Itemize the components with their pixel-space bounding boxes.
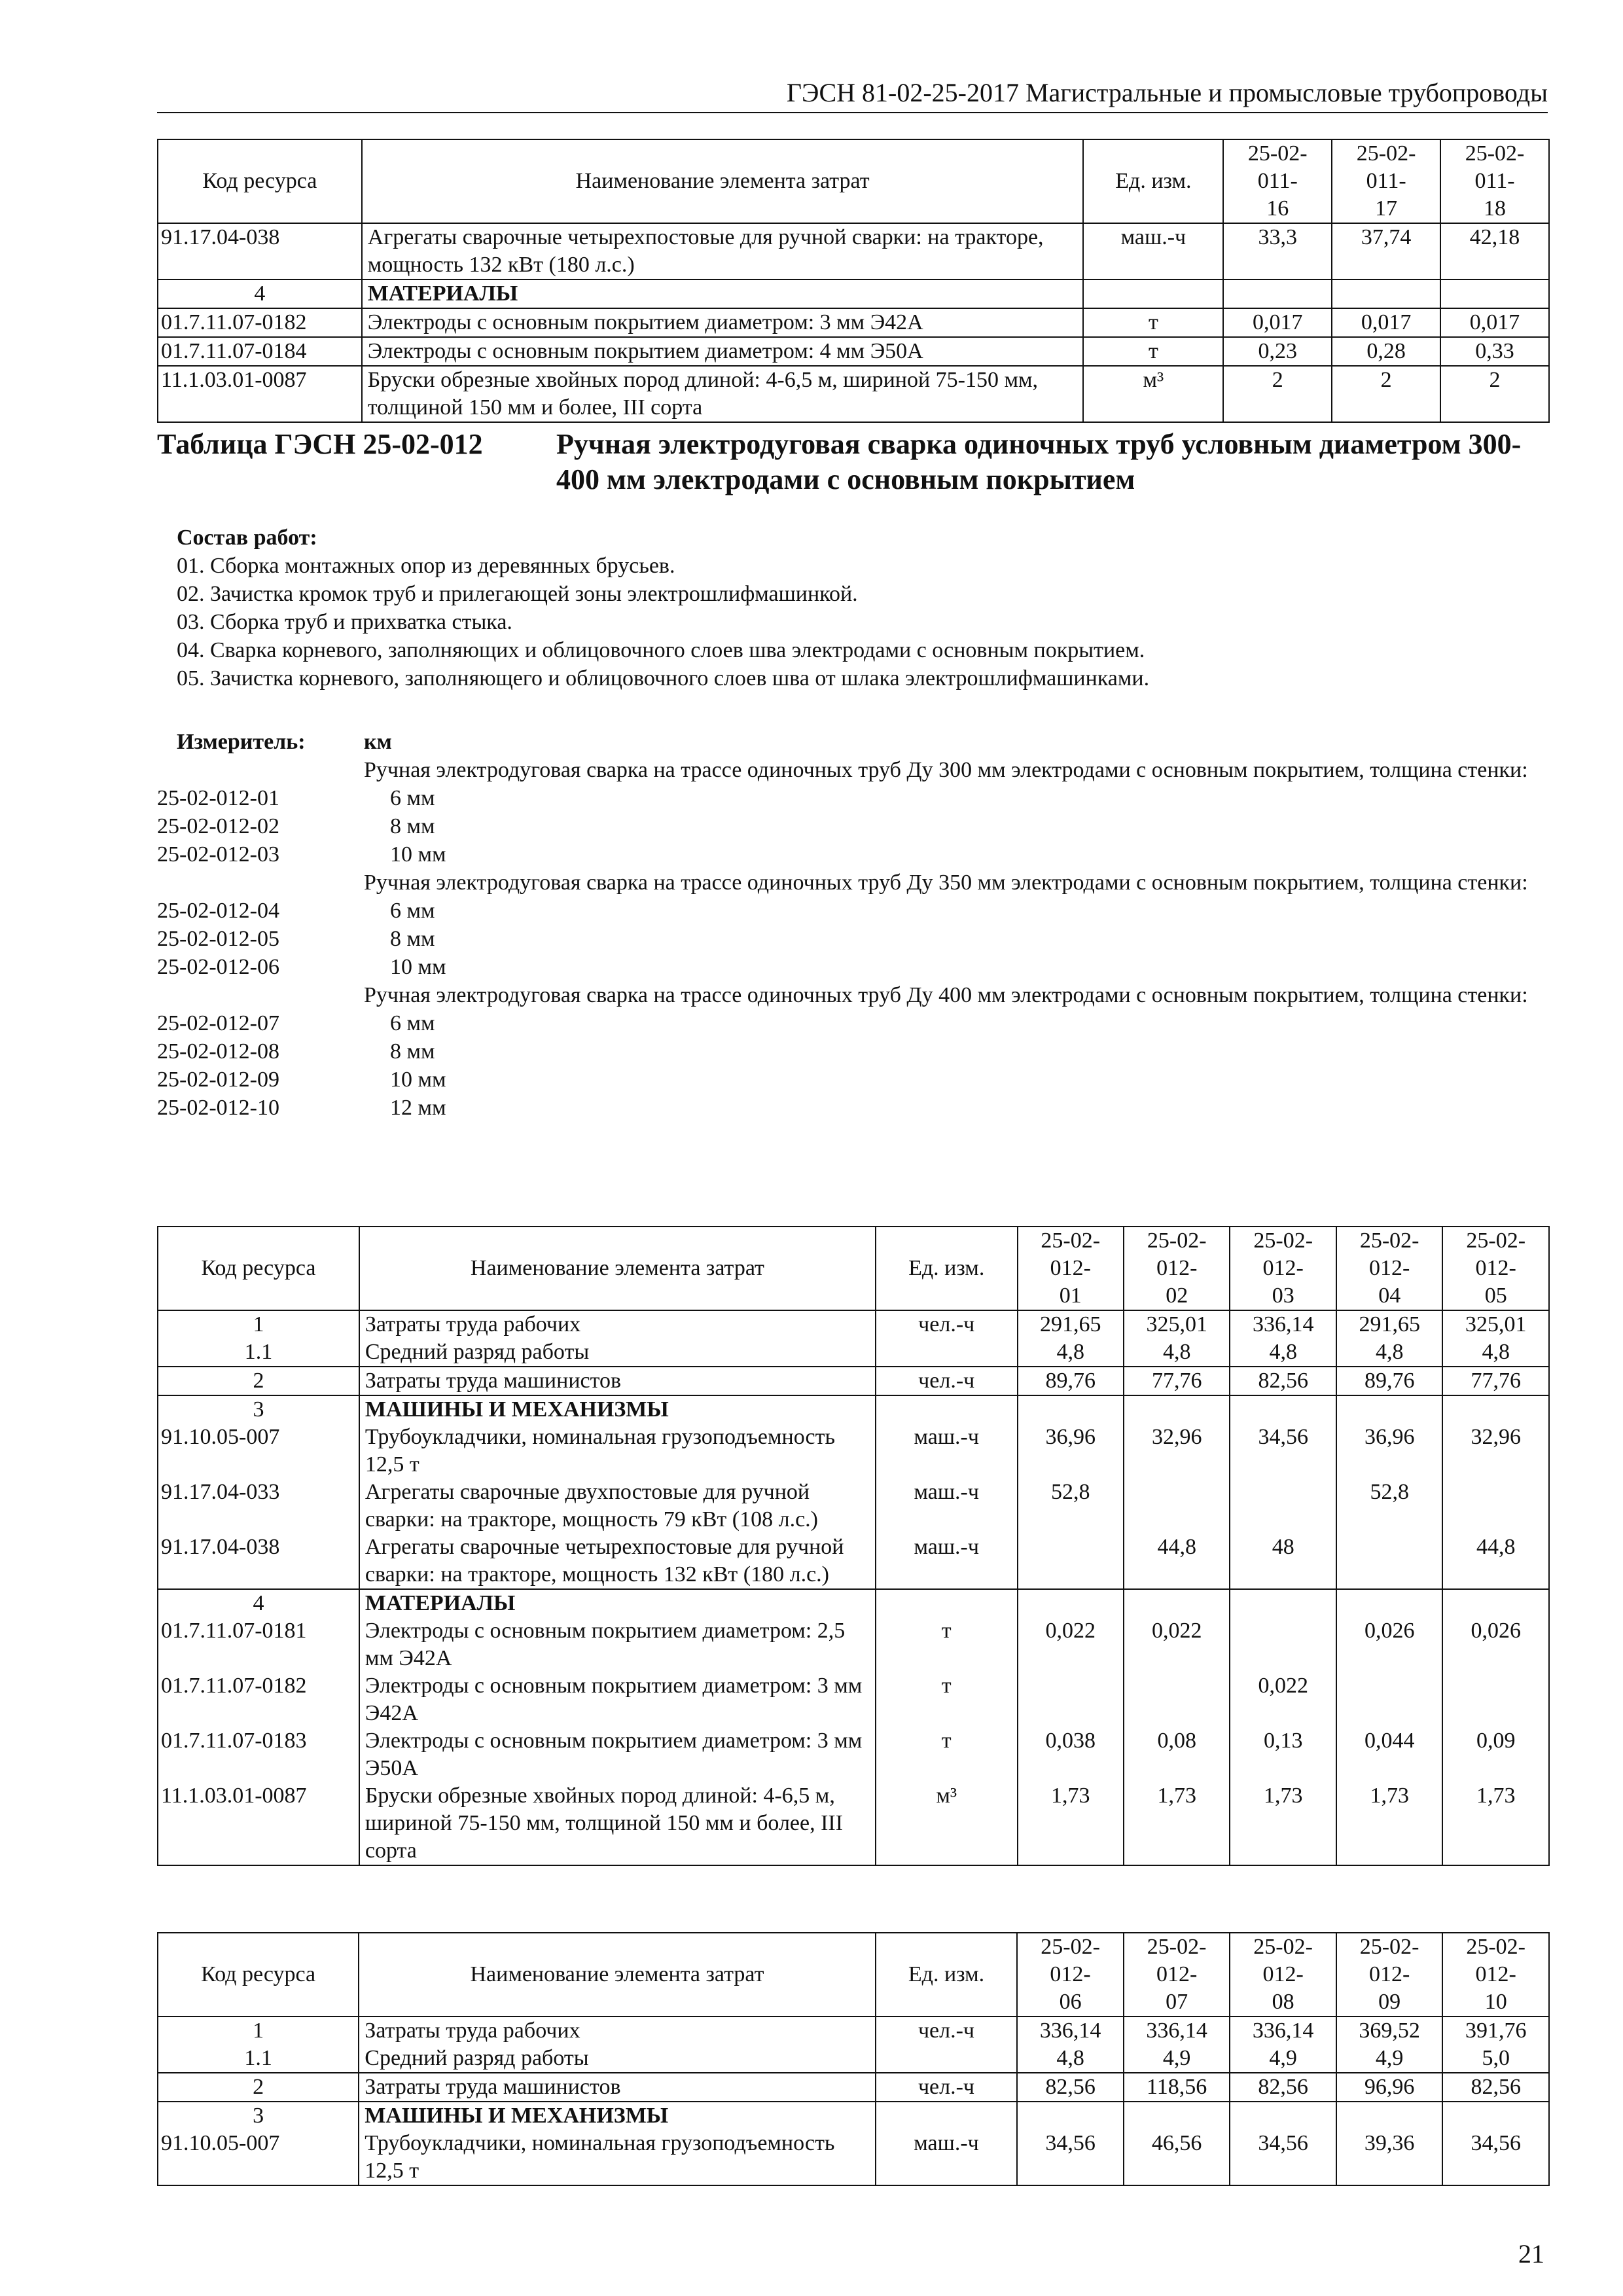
resource-value: 82,56 [1442,2073,1549,2102]
resource-value: 0,23 [1223,337,1332,366]
measure-item-code: 25-02-012-03 [157,842,279,867]
resource-value: 34,56 [1442,2130,1549,2185]
col-header-norm-part: 25-02-012- [1041,1935,1100,1986]
resource-value [1442,2102,1549,2130]
measure-unit: км [364,730,392,754]
resource-code: 91.17.04-038 [158,223,362,279]
resource-table-2 [157,1226,1550,1866]
resource-value [1018,1672,1124,1727]
resource-value: 0,33 [1440,337,1549,366]
resource-value [1440,279,1549,308]
resource-name: Трубоукладчики, номинальная грузоподъемность 12,5 т [359,1424,876,1479]
resource-name: Агрегаты сварочные четырехпостовые для ручной сварки: на тракторе, мощность 132 кВт (180 л.с.) [362,223,1084,279]
works-item: 05. Зачистка корневого, заполняющего и облицовочного слоев шва от шлака электрошлифмашинками. [177,666,1150,691]
measure-item [157,897,1551,925]
resource-value: 391,76 [1442,2017,1549,2045]
resource-value: 34,56 [1017,2130,1124,2185]
resource-value: 2 [1223,366,1332,422]
resource-code: 91.17.04-033 [158,1479,359,1534]
col-header-norm [1230,1227,1336,1310]
resource-code: 91.10.05-007 [158,1424,359,1479]
measure-groups [157,756,1551,1122]
resource-value [1442,1479,1549,1534]
resource-code: 1.1 [158,1338,359,1367]
col-header-norm-part: 09 [1378,1990,1401,2014]
resource-name: Электроды с основным покрытием диаметром: 4 мм Э50А [362,337,1084,366]
resource-unit: т [876,1727,1018,1782]
resource-value [1124,1479,1230,1534]
measure-item-code: 25-02-012-07 [157,1011,279,1035]
resource-value: 336,14 [1124,2017,1230,2045]
resource-value: 4,8 [1124,1338,1230,1367]
measure-item [157,812,1551,840]
resource-value [1336,2102,1443,2130]
resource-value: 4,9 [1336,2045,1443,2073]
resource-value [1230,1617,1336,1672]
table-header-row [158,1227,1549,1310]
table-row [158,1479,1549,1534]
resource-code: 11.1.03.01-0087 [158,366,362,422]
resource-value: 0,026 [1336,1617,1442,1672]
col-header-norm-part: 25-02-012- [1466,1229,1526,1280]
works-item: 03. Сборка труб и прихватка стыка. [177,610,512,634]
resource-code: 01.7.11.07-0181 [158,1617,359,1672]
resource-name: Агрегаты сварочные двухпостовые для ручной сварки: на тракторе, мощность 79 кВт (108 л.с.) [359,1479,876,1534]
resource-value: 52,8 [1018,1479,1124,1534]
col-header-norm-part: 18 [1484,196,1507,221]
resource-unit: чел.-ч [876,1367,1018,1395]
table-row [158,1617,1549,1672]
resource-value [1336,1395,1442,1424]
resource-code: 4 [158,279,362,308]
table-row [158,308,1549,337]
col-header-norm-part: 01 [1059,1283,1082,1308]
resource-table-3 [157,1932,1550,2186]
resource-value [1018,1534,1124,1589]
resource-value: 0,08 [1124,1727,1230,1782]
col-header-norm-part: 07 [1166,1990,1188,2014]
col-header-norm [1223,139,1332,223]
resource-name: Электроды с основным покрытием диаметром: 3 мм Э42А [359,1672,876,1727]
resource-value: 48 [1230,1534,1336,1589]
resource-name: Электроды с основным покрытием диаметром: 3 мм Э50А [359,1727,876,1782]
measure-group-desc: Ручная электродуговая сварка на трассе одиночных труб Ду 350 мм электродами с основным покрытием, толщина стенки: [364,870,1528,895]
resource-value: 336,14 [1230,1310,1336,1338]
resource-code: 1 [158,2017,359,2045]
measure-item-value: 8 мм [390,1039,435,1064]
resource-value: 32,96 [1124,1424,1230,1479]
table-row [158,1534,1549,1589]
resource-name: Средний разряд работы [359,2045,875,2073]
measure-item-code: 25-02-012-05 [157,927,279,951]
measure-item [157,1066,1551,1094]
resource-unit: т [1083,337,1223,366]
measure-item [157,1009,1551,1037]
col-header-norm-part: 05 [1484,1283,1507,1308]
resource-name [359,1589,876,1617]
measure-item [157,925,1551,953]
resource-value: 1,73 [1018,1782,1124,1865]
resource-unit: чел.-ч [876,2017,1018,2045]
table-row [158,1395,1549,1424]
resource-value: 1,73 [1336,1782,1442,1865]
measure-item-value: 6 мм [390,786,435,810]
resource-value: 44,8 [1124,1534,1230,1589]
resource-value [1230,1395,1336,1424]
resource-unit [876,2102,1018,2130]
resource-value: 89,76 [1018,1367,1124,1395]
col-header-code: Код ресурса [158,1933,359,2017]
col-header-code: Код ресурса [158,139,362,223]
resource-value: 336,14 [1230,2017,1336,2045]
resource-value: 82,56 [1230,2073,1336,2102]
resource-unit [876,1395,1018,1424]
resource-value: 77,76 [1442,1367,1549,1395]
resource-value [1124,1589,1230,1617]
resource-unit: маш.-ч [876,1479,1018,1534]
resource-value: 4,9 [1230,2045,1336,2073]
resource-value [1336,1534,1442,1589]
resource-unit: м³ [1083,366,1223,422]
measure-item-value: 6 мм [390,899,435,923]
resource-value: 89,76 [1336,1367,1442,1395]
table-row [158,1727,1549,1782]
measure-item-code: 25-02-012-10 [157,1096,279,1120]
resource-value: 77,76 [1124,1367,1230,1395]
resource-unit: м³ [876,1782,1018,1865]
resource-value [1442,1589,1549,1617]
col-header-norm-part: 25-02-011- [1356,141,1416,193]
measure-item-code: 25-02-012-02 [157,814,279,838]
col-header-norm-part: 08 [1272,1990,1294,2014]
resource-value: 4,8 [1017,2045,1124,2073]
resource-name: Затраты труда рабочих [359,2017,875,2045]
resource-name: Средний разряд работы [359,1338,876,1367]
resource-name: Затраты труда машинистов [359,2073,875,2102]
col-header-norm-part: 25-02-012- [1359,1229,1419,1280]
col-header-norm [1332,139,1440,223]
table-row [158,223,1549,279]
table-row [158,1367,1549,1395]
table-row [158,1424,1549,1479]
resource-unit: т [876,1617,1018,1672]
table-row [158,2073,1549,2102]
resource-value: 4,8 [1230,1338,1336,1367]
resource-name: Затраты труда машинистов [359,1367,876,1395]
table-row [158,366,1549,422]
resource-name [362,279,1084,308]
measure-item-value: 6 мм [390,1011,435,1035]
measure-group-desc: Ручная электродуговая сварка на трассе одиночных труб Ду 300 мм электродами с основным покрытием, толщина стенки: [364,758,1528,782]
table-row [158,1782,1549,1865]
col-header-norm-part: 10 [1484,1990,1507,2014]
works-item: 01. Сборка монтажных опор из деревянных брусьев. [177,554,675,578]
works-title: Состав работ: [177,526,317,550]
resource-name: Бруски обрезные хвойных пород длиной: 4-6,5 м, шириной 75-150 мм, толщиной 150 мм и более, III сорта [359,1782,876,1865]
col-header-norm-part: 02 [1166,1283,1188,1308]
resource-unit: т [876,1672,1018,1727]
measure-item-code: 25-02-012-09 [157,1067,279,1092]
resource-value: 36,96 [1336,1424,1442,1479]
resource-unit: т [1083,308,1223,337]
resource-value: 0,044 [1336,1727,1442,1782]
table-title: Ручная электродуговая сварка одиночных труб условным диаметром 300-400 мм электродами с основным покрытием [556,428,1522,495]
resource-value: 82,56 [1017,2073,1124,2102]
col-header-norm [1018,1227,1124,1310]
resource-unit: чел.-ч [876,2073,1018,2102]
measure-item-code: 25-02-012-04 [157,899,279,923]
resource-value: 36,96 [1018,1424,1124,1479]
resource-value [1442,1395,1549,1424]
col-header-norm-part: 25-02-012- [1147,1935,1207,1986]
table-row [158,337,1549,366]
resource-code: 11.1.03.01-0087 [158,1782,359,1865]
resource-value: 369,52 [1336,2017,1443,2045]
resource-value: 0,28 [1332,337,1440,366]
resource-value: 34,56 [1230,1424,1336,1479]
resource-code: 2 [158,2073,359,2102]
col-header-norm-part: 25-02-011- [1247,141,1308,193]
col-header-norm-part: 25-02-012- [1253,1229,1313,1280]
col-header-norm [1124,1933,1230,2017]
works-item: 02. Зачистка кромок труб и прилегающей зоны электрошлифмашинкой. [177,582,858,606]
resource-value [1223,279,1332,308]
table-row [158,1338,1549,1367]
page-header: ГЭСН 81-02-25-2017 Магистральные и промысловые трубопроводы [157,77,1548,113]
resource-value: 37,74 [1332,223,1440,279]
resource-value [1336,1589,1442,1617]
col-header-norm-part: 25-02-012- [1041,1229,1101,1280]
works-item: 04. Сварка корневого, заполняющих и облицовочного слоев шва электродами с основным покрытием. [177,638,1145,662]
measure-item [157,840,1551,869]
measure-item-value: 8 мм [390,814,435,838]
resource-value: 4,9 [1124,2045,1230,2073]
resource-code: 01.7.11.07-0184 [158,337,362,366]
col-header-unit: Ед. изм. [1083,139,1223,223]
resource-name: Электроды с основным покрытием диаметром: 3 мм Э42А [362,308,1084,337]
resource-value: 46,56 [1124,2130,1230,2185]
resource-unit: маш.-ч [876,2130,1018,2185]
col-header-name: Наименование элемента затрат [362,139,1084,223]
resource-unit [1083,279,1223,308]
col-header-norm [1124,1227,1230,1310]
resource-code: 4 [158,1589,359,1617]
section-heading: МАТЕРИАЛЫ [367,281,518,306]
resource-value: 0,13 [1230,1727,1336,1782]
resource-name: Трубоукладчики, номинальная грузоподъемность 12,5 т [359,2130,875,2185]
resource-value: 0,017 [1440,308,1549,337]
resource-value: 0,022 [1018,1617,1124,1672]
resource-name [359,1395,876,1424]
col-header-code: Код ресурса [158,1227,359,1310]
resource-code: 01.7.11.07-0182 [158,308,362,337]
resource-value [1336,1672,1442,1727]
col-header-norm [1442,1933,1549,2017]
resource-value: 4,8 [1336,1338,1442,1367]
resource-value: 32,96 [1442,1424,1549,1479]
resource-code: 2 [158,1367,359,1395]
works-list [177,552,1149,692]
col-header-norm-part: 16 [1266,196,1289,221]
resource-code: 3 [158,1395,359,1424]
resource-value [1124,2102,1230,2130]
resource-code: 91.10.05-007 [158,2130,359,2185]
resource-value: 39,36 [1336,2130,1443,2185]
resource-value: 0,017 [1332,308,1440,337]
resource-value: 0,09 [1442,1727,1549,1782]
measure-item-value: 10 мм [390,1067,446,1092]
measure-item [157,1094,1551,1122]
col-header-norm [1442,1227,1549,1310]
resource-value: 1,73 [1230,1782,1336,1865]
resource-code: 1 [158,1310,359,1338]
col-header-norm-part: 25-02-012- [1147,1229,1207,1280]
resource-value [1442,1672,1549,1727]
col-header-norm-part: 06 [1059,1990,1082,2014]
resource-unit: маш.-ч [876,1534,1018,1589]
measure-item-value: 12 мм [390,1096,446,1120]
resource-name: Бруски обрезные хвойных пород длиной: 4-6,5 м, шириной 75-150 мм, толщиной 150 мм и более, III сорта [362,366,1084,422]
measure-group-desc: Ручная электродуговая сварка на трассе одиночных труб Ду 400 мм электродами с основным покрытием, толщина стенки: [364,983,1528,1007]
col-header-norm-part: 25-02-012- [1466,1935,1526,1986]
measure-item-code: 25-02-012-08 [157,1039,279,1064]
col-header-norm-part: 25-02-011- [1465,141,1525,193]
resource-value: 325,01 [1442,1310,1549,1338]
resource-value: 1,73 [1442,1782,1549,1865]
resource-value [1018,1589,1124,1617]
resource-value: 336,14 [1017,2017,1124,2045]
resource-value: 82,56 [1230,1367,1336,1395]
resource-value: 325,01 [1124,1310,1230,1338]
page-number: 21 [1518,2239,1544,2269]
section-heading: МАТЕРИАЛЫ [365,1591,516,1615]
table-row [158,1672,1549,1727]
resource-value: 0,026 [1442,1617,1549,1672]
resource-code: 1.1 [158,2045,359,2073]
resource-code: 01.7.11.07-0183 [158,1727,359,1782]
table-label: Таблица ГЭСН 25-02-012 [157,428,483,460]
resource-unit: чел.-ч [876,1310,1018,1338]
resource-value: 2 [1440,366,1549,422]
table-row [158,2045,1549,2073]
table-row [158,2102,1549,2130]
resource-value: 291,65 [1018,1310,1124,1338]
table-row [158,2017,1549,2045]
resource-value [1230,1589,1336,1617]
resource-unit [876,2045,1018,2073]
col-header-unit: Ед. изм. [876,1933,1018,2017]
resource-name: Затраты труда рабочих [359,1310,876,1338]
measure-item-value: 8 мм [390,927,435,951]
resource-value: 52,8 [1336,1479,1442,1534]
measure-item-value: 10 мм [390,842,446,867]
resource-code: 91.17.04-038 [158,1534,359,1589]
measure-item [157,1037,1551,1066]
resource-value [1124,1672,1230,1727]
resource-name: Агрегаты сварочные четырехпостовые для ручной сварки: на тракторе, мощность 132 кВт (180 л.с.) [359,1534,876,1589]
resource-unit [876,1589,1018,1617]
resource-value: 291,65 [1336,1310,1442,1338]
table-row [158,2130,1549,2185]
col-header-name: Наименование элемента затрат [359,1227,876,1310]
resource-value: 0,022 [1230,1672,1336,1727]
measure-item-value: 10 мм [390,955,446,979]
resource-value: 4,8 [1018,1338,1124,1367]
resource-name: Электроды с основным покрытием диаметром: 2,5 мм Э42А [359,1617,876,1672]
measure-item [157,953,1551,981]
resource-value: 42,18 [1440,223,1549,279]
col-header-norm [1017,1933,1124,2017]
resource-value [1124,1395,1230,1424]
resource-value: 44,8 [1442,1534,1549,1589]
measure-item [157,784,1551,812]
resource-name [359,2102,875,2130]
table-row [158,279,1549,308]
resource-value: 5,0 [1442,2045,1549,2073]
resource-code: 3 [158,2102,359,2130]
col-header-norm-part: 04 [1378,1283,1401,1308]
col-header-name: Наименование элемента затрат [359,1933,875,2017]
resource-unit [876,1338,1018,1367]
resource-value: 0,038 [1018,1727,1124,1782]
table-row [158,1310,1549,1338]
table-row [158,1589,1549,1617]
resource-value: 33,3 [1223,223,1332,279]
resource-unit: маш.-ч [1083,223,1223,279]
col-header-norm-part: 25-02-012- [1253,1935,1313,1986]
col-header-norm [1336,1933,1443,2017]
resource-value: 0,022 [1124,1617,1230,1672]
resource-value [1332,279,1440,308]
measure-item-code: 25-02-012-06 [157,955,279,979]
resource-value [1017,2102,1124,2130]
col-header-norm-part: 25-02-012- [1359,1935,1419,1986]
section-heading: МАШИНЫ И МЕХАНИЗМЫ [365,2104,669,2128]
resource-value [1018,1395,1124,1424]
resource-value: 1,73 [1124,1782,1230,1865]
col-header-norm-part: 03 [1272,1283,1294,1308]
resource-value: 96,96 [1336,2073,1443,2102]
table-header-row [158,139,1549,223]
measure-label: Измеритель: [177,730,306,754]
resource-value: 4,8 [1442,1338,1549,1367]
table-header-row [158,1933,1549,2017]
measure-item-code: 25-02-012-01 [157,786,279,810]
section-heading: МАШИНЫ И МЕХАНИЗМЫ [365,1397,669,1422]
resource-unit: маш.-ч [876,1424,1018,1479]
resource-value [1230,1479,1336,1534]
col-header-unit: Ед. изм. [876,1227,1018,1310]
col-header-norm-part: 17 [1375,196,1398,221]
resource-table-1 [157,139,1550,423]
resource-code: 01.7.11.07-0182 [158,1672,359,1727]
resource-value: 34,56 [1230,2130,1336,2185]
resource-value: 2 [1332,366,1440,422]
col-header-norm [1336,1227,1442,1310]
col-header-norm [1440,139,1549,223]
resource-value [1230,2102,1336,2130]
resource-value: 0,017 [1223,308,1332,337]
resource-value: 118,56 [1124,2073,1230,2102]
col-header-norm [1230,1933,1336,2017]
